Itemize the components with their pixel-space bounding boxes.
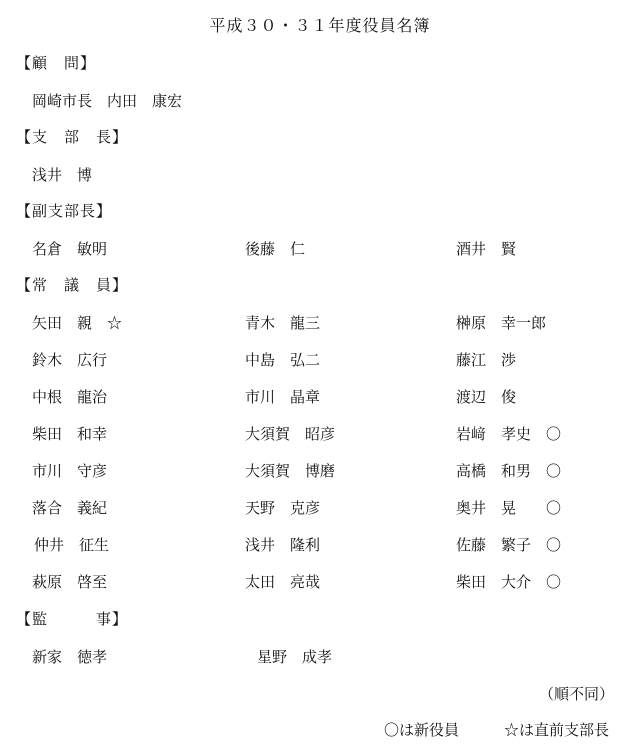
member-name: 奥井 晃 〇 bbox=[456, 499, 562, 517]
member-name: 中島 弘二 bbox=[245, 351, 321, 369]
row-standing-members bbox=[0, 497, 640, 521]
legend-new-member: 〇は新役員 bbox=[384, 721, 460, 739]
row-deputy-head bbox=[0, 238, 640, 262]
member-name: 浅井 博 bbox=[32, 166, 93, 184]
member-name: 岩﨑 孝史 〇 bbox=[456, 425, 562, 443]
row-standing-members bbox=[0, 349, 640, 373]
member-name: 岡崎市長 内田 康宏 bbox=[32, 92, 183, 110]
page-title: 平成３０・３１年度役員名簿 bbox=[209, 16, 431, 35]
member-name: 天野 克彦 bbox=[245, 499, 321, 517]
member-name: 新家 徳孝 bbox=[32, 648, 108, 666]
row-standing-members bbox=[0, 534, 640, 558]
row-standing-members bbox=[0, 312, 640, 336]
member-name: 大須賀 博磨 bbox=[245, 462, 336, 480]
section-heading-auditors: 【監 事】 bbox=[16, 610, 129, 628]
member-name: 矢田 親 ☆ bbox=[32, 314, 123, 332]
member-name: 星野 成孝 bbox=[257, 648, 333, 666]
member-name: 後藤 仁 bbox=[245, 240, 306, 258]
member-name: 榊原 幸一郎 bbox=[456, 314, 547, 332]
member-name: 浅井 隆利 bbox=[245, 536, 321, 554]
member-name: 市川 守彦 bbox=[32, 462, 108, 480]
member-name: 鈴木 広行 bbox=[32, 351, 108, 369]
member-name: 萩原 啓至 bbox=[32, 573, 108, 591]
member-name: 大須賀 昭彦 bbox=[245, 425, 336, 443]
row-advisor bbox=[0, 90, 640, 114]
section-heading-advisor: 【顧 問】 bbox=[16, 54, 97, 72]
section-heading-deputy-head: 【副支部長】 bbox=[16, 202, 113, 220]
legend-former-head: ☆は直前支部長 bbox=[504, 721, 610, 739]
member-name: 高橋 和男 〇 bbox=[456, 462, 562, 480]
member-name: 仲井 征生 bbox=[34, 536, 110, 554]
member-name: 名倉 敏明 bbox=[32, 240, 108, 258]
section-heading-standing-members: 【常 議 員】 bbox=[16, 276, 129, 294]
member-name: 酒井 賢 bbox=[456, 240, 517, 258]
row-standing-members bbox=[0, 571, 640, 595]
order-note: （順不同） bbox=[538, 685, 614, 703]
row-standing-members bbox=[0, 386, 640, 410]
member-name: 市川 晶章 bbox=[245, 388, 321, 406]
row-auditors bbox=[0, 646, 640, 670]
member-name: 中根 龍治 bbox=[32, 388, 108, 406]
member-name: 佐藤 繁子 〇 bbox=[456, 536, 562, 554]
member-name: 落合 義紀 bbox=[32, 499, 108, 517]
row-standing-members bbox=[0, 460, 640, 484]
row-branch-head bbox=[0, 164, 640, 188]
member-name: 柴田 和幸 bbox=[32, 425, 108, 443]
member-name: 渡辺 俊 bbox=[456, 388, 517, 406]
member-name: 柴田 大介 〇 bbox=[456, 573, 562, 591]
member-name: 青木 龍三 bbox=[245, 314, 321, 332]
section-heading-branch-head: 【支 部 長】 bbox=[16, 128, 129, 146]
row-standing-members bbox=[0, 423, 640, 447]
member-name: 太田 亮哉 bbox=[245, 573, 321, 591]
member-name: 藤江 渉 bbox=[456, 351, 517, 369]
